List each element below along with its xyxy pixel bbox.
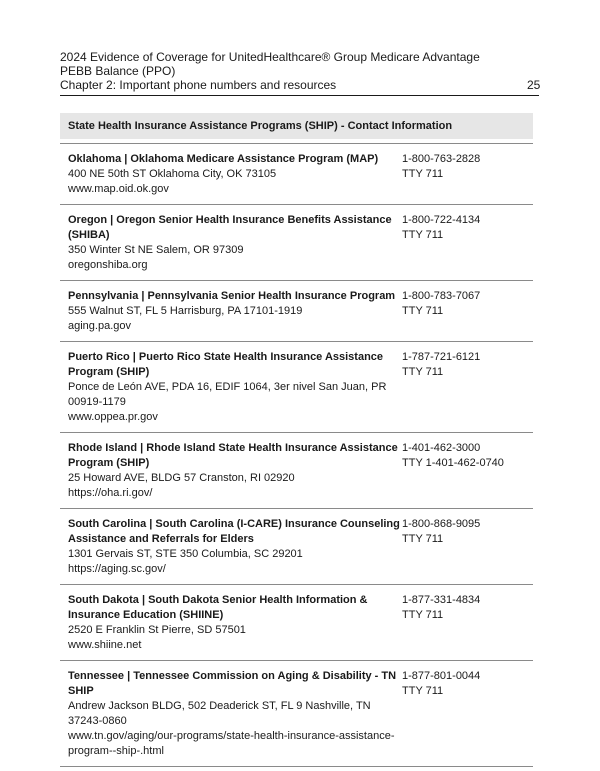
table-row <box>60 660 533 766</box>
program-address: 25 Howard AVE, BLDG 57 Cranston, RI 02920 <box>68 472 295 484</box>
program-address: 350 Winter St NE Salem, OR 97309 <box>68 244 244 256</box>
document-header <box>60 50 490 92</box>
program-address: 555 Walnut ST, FL 5 Harrisburg, PA 17101-1919 <box>68 305 303 317</box>
program-name: Pennsylvania | Pennsylvania Senior Health Insurance Program <box>68 290 396 302</box>
program-website[interactable]: aging.pa.gov <box>68 320 131 332</box>
program-website[interactable]: www.map.oid.ok.gov <box>68 183 169 195</box>
table-row <box>60 341 533 432</box>
program-address: 1301 Gervais ST, STE 350 Columbia, SC 29201 <box>68 548 303 560</box>
program-website[interactable]: https://oha.ri.gov/ <box>68 487 153 499</box>
program-name: Rhode Island | Rhode Island State Health Insurance Assistance Program (SHIP) <box>68 442 398 469</box>
program-phone: 1-800-722-4134 <box>402 214 481 226</box>
program-website[interactable]: www.shiine.net <box>68 639 142 651</box>
program-name: South Dakota | South Dakota Senior Health Information & Insurance Education (SHIINE) <box>68 594 368 621</box>
program-website[interactable]: www.tn.gov/aging/our-programs/state-health-insurance-assistance-program--ship-.html <box>68 730 395 757</box>
program-tty: TTY 711 <box>402 168 444 180</box>
program-phone: 1-877-331-4834 <box>402 594 481 606</box>
program-phone: 1-800-783-7067 <box>402 290 481 302</box>
program-website[interactable]: www.oppea.pr.gov <box>68 411 158 423</box>
program-name: Tennessee | Tennessee Commission on Aging & Disability - TN SHIP <box>68 670 397 697</box>
program-tty: TTY 1-401-462-0740 <box>402 457 504 469</box>
contact-table <box>60 143 533 767</box>
header-divider <box>60 95 539 96</box>
program-website[interactable]: https://aging.sc.gov/ <box>68 563 166 575</box>
program-name: Oregon | Oregon Senior Health Insurance Benefits Assistance (SHIBA) <box>68 214 392 241</box>
program-address: 400 NE 50th ST Oklahoma City, OK 73105 <box>68 168 277 180</box>
program-tty: TTY 711 <box>402 685 444 697</box>
program-name: South Carolina | South Carolina (I-CARE) Insurance Counseling Assistance and Referrals for Elders <box>68 518 400 545</box>
table-row <box>60 204 533 280</box>
program-tty: TTY 711 <box>402 305 444 317</box>
table-bottom-rule <box>60 766 533 767</box>
program-address: Ponce de León AVE, PDA 16, EDIF 1064, 3er nivel San Juan, PR 00919-1179 <box>68 381 387 408</box>
program-phone: 1-800-868-9095 <box>402 518 481 530</box>
document-title: 2024 Evidence of Coverage for UnitedHealthcare® Group Medicare Advantage PEBB Balance (PPO) <box>60 50 480 78</box>
program-tty: TTY 711 <box>402 366 444 378</box>
program-phone: 1-401-462-3000 <box>402 442 481 454</box>
program-address: 2520 E Franklin St Pierre, SD 57501 <box>68 624 246 636</box>
program-phone: 1-877-801-0044 <box>402 670 481 682</box>
page-number: 25 <box>527 78 541 92</box>
program-phone: 1-787-721-6121 <box>402 351 481 363</box>
table-row <box>60 280 533 341</box>
program-website[interactable]: oregonshiba.org <box>68 259 148 271</box>
table-row <box>60 143 533 204</box>
program-name: Oklahoma | Oklahoma Medicare Assistance Program (MAP) <box>68 153 379 165</box>
chapter-title: Chapter 2: Important phone numbers and resources <box>60 78 337 92</box>
table-row <box>60 432 533 508</box>
table-row <box>60 508 533 584</box>
program-tty: TTY 711 <box>402 533 444 545</box>
program-tty: TTY 711 <box>402 229 444 241</box>
table-row <box>60 584 533 660</box>
program-address: Andrew Jackson BLDG, 502 Deaderick ST, FL 9 Nashville, TN 37243-0860 <box>68 700 371 727</box>
program-tty: TTY 711 <box>402 609 444 621</box>
program-name: Puerto Rico | Puerto Rico State Health Insurance Assistance Program (SHIP) <box>68 351 384 378</box>
table-title: State Health Insurance Assistance Programs (SHIP) - Contact Information <box>60 113 533 139</box>
program-phone: 1-800-763-2828 <box>402 153 481 165</box>
